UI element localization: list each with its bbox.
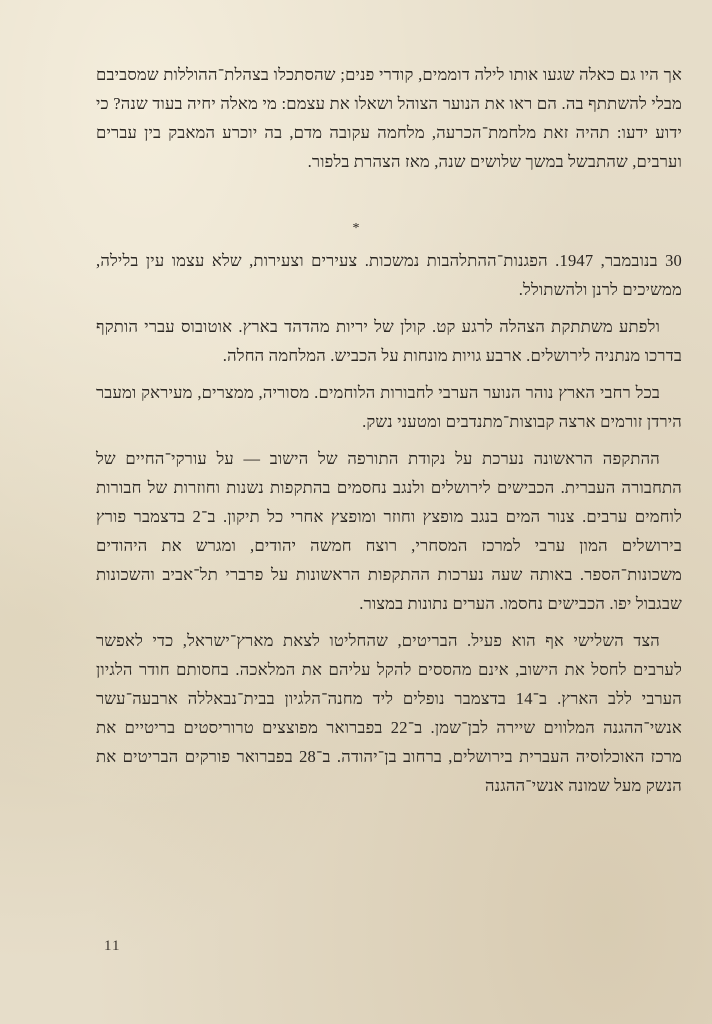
paragraph: הצד השלישי אף הוא פעיל. הבריטים, שהחליטו לצאת מארץ־ישראל, כדי לאפשר לערבים לחסל את הישוב, אינם מהססים להקל עליהם את המלאכה. בחסותם חודר הלגיון הערבי ללב הארץ. ב־14 בדצמבר נופלים ליד מחנה־הלגיון בבית־נבאללה ארבעה־עשר אנשי־ההגנה המלווים שיירה לבן־שמן. ב־22 בפברואר מפוצצים טרוריסטים בריטיים את מרכז האוכלוסיה העברית בירושלים, ברחוב בן־יהודה. ב־28 בפברואר פורקים הבריטים את הנשק מעל שמונה אנשי־ההגנה — [96, 631, 682, 795]
opening-text-block — [96, 60, 682, 176]
paragraph: ולפתע משתתקת הצהלה לרגע קט. קולן של יריות מהדהד בארץ. אוטובוס עברי הותקף בדרכו מנתניה לירושלים. ארבע גויות מונחות על הכביש. המלחמה החלה. — [96, 317, 682, 365]
paragraph: 30 בנובמבר, 1947. הפגנות־ההתלהבות נמשכות. צעירים וצעירות, שלא עצמו עין בלילה, ממשיכים לרנן ולהשתולל. — [96, 251, 682, 299]
paragraph: אך היו גם כאלה שגעו אותו לילה דוממים, קודרי פנים; שהסתכלו בצהלת־ההוללות שמסביבם מבלי להשתתף בה. הם ראו את הנוער הצוהל ושאלו את עצמם: מי מאלה יחיה בעוד שנה? כי ידוע ידעו: תהיה זאת מלחמת־הכרעה, מלחמה עקובה מדם, בה יוכרע המאבק בין עברים וערבים, שהתבשל במשך שלושים שנה, מאז הצהרת בלפור. — [96, 65, 682, 171]
page-number: 11 — [104, 938, 121, 954]
main-text-block — [96, 246, 682, 800]
section-separator-asterisk: * — [352, 221, 360, 236]
paragraph: בכל רחבי הארץ נוהר הנוער הערבי לחבורות הלוחמים. מסוריה, ממצרים, מעיראק ומעבר הירדן זורמים ארצה קבוצות־מתנדבים ומטעני נשק. — [96, 383, 682, 431]
paragraph: ההתקפה הראשונה נערכת על נקודת התורפה של הישוב — על עורקי־החיים של התחבורה העברית. הכבישים לירושלים ולנגב נחסמים בהתקפות נשנות וחוזרות של חבורות לוחמים ערבים. צנור המים בנגב מופצץ וחוזר ומופצץ אחרי כל תיקון. ב־2 בדצמבר פורץ בירושלים המון ערבי למרכז המסחרי, רוצח חמשה יהודים, ומגרש את היהודים משכונות־הספר. באותה שעה נערכות ההתקפות הראשונות על פרברי תל־אביב והשכונות שבגבול יפו. הכבישים נחסמו. הערים נתונות במצור. — [96, 449, 683, 613]
